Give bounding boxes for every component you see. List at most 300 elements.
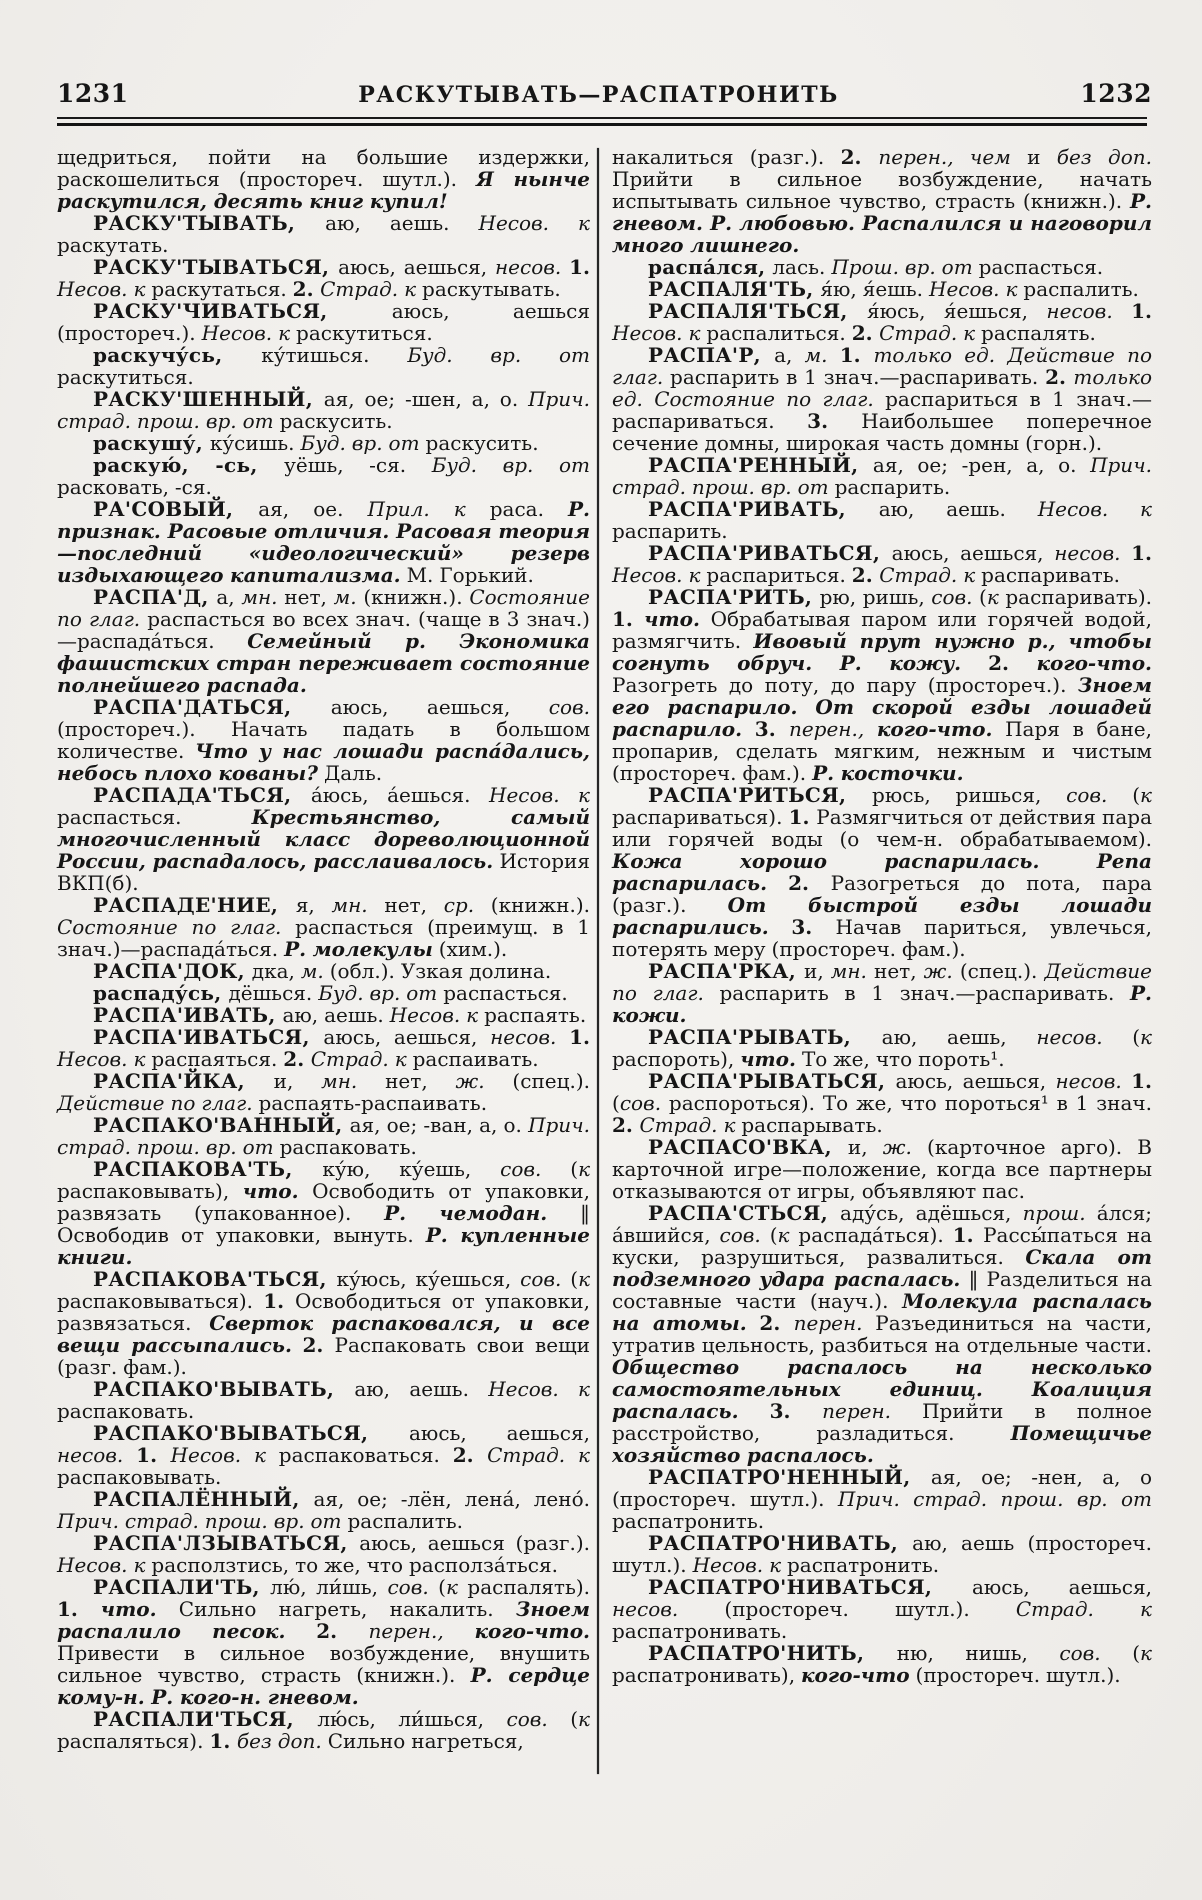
grammar-label: Несов. к bbox=[389, 1003, 485, 1027]
example-text: Я нынче раскутился, десять книг купил! bbox=[57, 167, 591, 213]
headword: РАСПА'РЕННЫЙ, bbox=[648, 453, 873, 477]
entry-text: распалять. bbox=[981, 321, 1096, 345]
example-text: Р. купленные книги. bbox=[57, 1223, 590, 1269]
entry-text: аю, аешь. bbox=[354, 1377, 489, 1401]
entry-text: аюсь, аешься, bbox=[330, 695, 549, 719]
entry-text: лась. bbox=[772, 255, 832, 279]
headword: РАСПАДЕ'НИЕ, bbox=[93, 893, 296, 917]
headword: РАСПА'Р, bbox=[648, 343, 775, 367]
entry-text: дёшься. bbox=[228, 981, 319, 1005]
grammar-label: несов. bbox=[1046, 299, 1132, 323]
grammar-label: несов. bbox=[1055, 1069, 1132, 1093]
entry-text: (простореч. шутл.). bbox=[909, 1663, 1121, 1687]
entry-text: аюсь, аешься, bbox=[971, 1575, 1152, 1599]
entry-text bbox=[739, 1399, 770, 1423]
dictionary-entry bbox=[57, 1576, 590, 1708]
grammar-label: сов. bbox=[1059, 1641, 1101, 1665]
sense-number: 3. bbox=[791, 915, 836, 939]
dictionary-entry bbox=[612, 960, 1152, 1026]
entry-text: распаять-распаивать. bbox=[252, 1091, 488, 1115]
grammar-label: Страд. к bbox=[639, 1113, 742, 1137]
dictionary-entry bbox=[612, 784, 1152, 960]
grammar-label: Прич. страд. прош. вр. от bbox=[837, 1487, 1152, 1511]
headword: РАСПАДА'ТЬСЯ, bbox=[93, 783, 311, 807]
entry-text: распороть), bbox=[612, 1047, 741, 1071]
entry-continuation bbox=[57, 146, 590, 212]
grammar-label: несов. bbox=[495, 255, 570, 279]
entry-text: нет, bbox=[367, 893, 444, 917]
sense-number: 2. bbox=[302, 1333, 335, 1357]
entry-text: рю, ришь, bbox=[819, 585, 932, 609]
grammar-label: сов. bbox=[619, 1091, 662, 1115]
example-text: Зноем распалило песок. bbox=[57, 1597, 590, 1643]
dictionary-entry bbox=[57, 784, 590, 894]
entry-text: аю, аешь (простореч. шутл.). bbox=[612, 1531, 1152, 1577]
headword: раскучу́сь, bbox=[93, 343, 262, 367]
grammar-label: перен., bbox=[368, 1619, 475, 1643]
entry-text: Размягчиться от действия пара или горячей воды (о чем-н. обрабатываемом). bbox=[612, 805, 1152, 851]
example-text: кого-что. bbox=[1036, 651, 1152, 675]
entry-text: Освободиться от упаковки, развязаться. bbox=[57, 1289, 590, 1335]
dictionary-entry bbox=[612, 1576, 1152, 1642]
grammar-label: Страд. к bbox=[879, 321, 982, 345]
entry-text: распаяться. bbox=[151, 1047, 284, 1071]
grammar-label: к bbox=[986, 585, 999, 609]
example-text: Р. косточки. bbox=[812, 761, 964, 785]
grammar-label: Несов. к bbox=[201, 321, 297, 345]
entry-text: нет, bbox=[357, 1069, 456, 1093]
grammar-label: мн. bbox=[321, 1069, 358, 1093]
entry-text: дка, bbox=[251, 959, 301, 983]
dictionary-entry bbox=[612, 454, 1152, 498]
dictionary-entry bbox=[612, 1532, 1152, 1576]
dictionary-entry bbox=[612, 1136, 1152, 1202]
grammar-label: Прич. страд. прош. вр. от bbox=[57, 1509, 348, 1533]
grammar-label: сов. bbox=[520, 1267, 562, 1291]
entry-text: ( bbox=[1107, 783, 1141, 807]
entry-text: нет, bbox=[866, 959, 924, 983]
grammar-label: только ед. Действие по глаг. bbox=[612, 343, 1152, 389]
grammar-label: Прил. к bbox=[367, 497, 490, 521]
dictionary-entry bbox=[612, 278, 1152, 300]
entry-text: распарить в 1 знач.—распаривать. bbox=[703, 981, 1130, 1005]
grammar-label: несов. bbox=[1036, 1025, 1103, 1049]
entry-text: Сильно нагреться, bbox=[321, 1729, 524, 1753]
grammar-label: Страд. к bbox=[879, 563, 982, 587]
dictionary-entry bbox=[57, 1488, 590, 1532]
entry-text: раскусить. bbox=[425, 431, 539, 455]
headword: РАСПА'РИТЬСЯ, bbox=[648, 783, 873, 807]
example-text: Семейный р. Экономика фашистских стран переживает состояние полнейшего распада. bbox=[57, 629, 590, 697]
entry-text: распасться. bbox=[443, 981, 568, 1005]
headword: РАСПА'СТЬСЯ, bbox=[648, 1201, 841, 1225]
running-title: РАСКУТЫВАТЬ—РАСПАТРОНИТЬ bbox=[358, 82, 839, 108]
entry-text: ( bbox=[760, 1223, 778, 1247]
entry-text: (обл.). Узкая долина. bbox=[323, 959, 552, 983]
example-text: Р. кожи. bbox=[612, 981, 1152, 1027]
example-text: Р. молекулы bbox=[284, 937, 433, 961]
entry-text: ку́тишься. bbox=[261, 343, 408, 367]
entry-text: (простореч. шутл.). bbox=[678, 1597, 1016, 1621]
headword: РА'СОВЫЙ, bbox=[93, 497, 259, 521]
dictionary-entry bbox=[57, 960, 590, 982]
running-header bbox=[57, 74, 1152, 106]
entry-text: М. Горький. bbox=[400, 563, 534, 587]
entry-text: распарить в 1 знач.—распаривать. bbox=[663, 365, 1046, 389]
headword: РАСПАКО'ВЫВАТЬСЯ, bbox=[93, 1421, 409, 1445]
headword: РАСПА'ЛЗЫВАТЬСЯ, bbox=[93, 1531, 360, 1555]
entry-text: (простореч.). Начать падать в большом количестве. bbox=[57, 717, 590, 763]
entry-text: распасться (преимущ. в 1 знач.)—распада́ться. bbox=[57, 915, 590, 961]
text-columns bbox=[57, 146, 1152, 1752]
entry-text: распариться. bbox=[706, 563, 852, 587]
entry-text: распасться. bbox=[57, 805, 252, 829]
entry-text bbox=[742, 717, 755, 741]
entry-text: ню, нишь, bbox=[896, 1641, 1060, 1665]
headword: РАСПАЛИ'ТЬСЯ, bbox=[93, 1707, 318, 1731]
grammar-label: Несов. к bbox=[488, 1377, 590, 1401]
entry-text: (спец.). bbox=[952, 959, 1045, 983]
entry-text: Привести в сильное возбуждение, внушить сильное чувство, страсть (книжн.). bbox=[57, 1641, 590, 1687]
example-text: кого-что bbox=[801, 1663, 910, 1687]
headword: РАСКУ'ЧИВАТЬСЯ, bbox=[93, 299, 392, 323]
sense-number: 1. bbox=[209, 1729, 237, 1753]
entry-text: ( bbox=[561, 1267, 579, 1291]
entry-text: распалить. bbox=[347, 1509, 464, 1533]
entry-text: Начав париться, увлечься, потерять меру (простореч. фам.). bbox=[612, 915, 1152, 961]
entry-text: распаковывать), bbox=[57, 1179, 243, 1203]
entry-text: ( bbox=[612, 1091, 620, 1115]
grammar-label: перен. bbox=[822, 1399, 892, 1423]
entry-text: ( bbox=[428, 1575, 446, 1599]
example-text: кого-что. bbox=[474, 1619, 590, 1643]
grammar-label: Страд. к bbox=[487, 1443, 590, 1467]
dictionary-entry bbox=[57, 1070, 590, 1114]
grammar-label: Буд. вр. от bbox=[318, 981, 444, 1005]
entry-text: распаковать. bbox=[279, 1135, 417, 1159]
sense-number: 3. bbox=[754, 717, 789, 741]
grammar-label: к bbox=[1140, 783, 1152, 807]
grammar-label: м. bbox=[333, 585, 357, 609]
grammar-label: Несов. к bbox=[57, 1047, 152, 1071]
grammar-label: Несов. к bbox=[57, 277, 152, 301]
entry-text: распариться в 1 знач.—распариваться. bbox=[612, 387, 1152, 433]
page-number-right: 1232 bbox=[1080, 79, 1152, 108]
grammar-label: несов. bbox=[57, 1443, 137, 1467]
grammar-label: Несов. к bbox=[489, 783, 590, 807]
example-text: Сверток распаковался, и все вещи рассыпались. bbox=[57, 1311, 590, 1357]
headword: РАСКУ'ШЕННЫЙ, bbox=[93, 387, 324, 411]
entry-text: а́лся; а́вшийся, bbox=[612, 1201, 1152, 1247]
entry-text: распатронить. bbox=[612, 1509, 765, 1533]
entry-text: ‖ Разделиться на составные части (науч.). bbox=[612, 1267, 1153, 1313]
entry-text: аю, аешь. bbox=[878, 497, 1038, 521]
entry-text: аюсь, аешься, bbox=[895, 1069, 1056, 1093]
entry-text: и, bbox=[273, 1069, 322, 1093]
example-text: Р. признак. Расовые отличия. Расовая теория—последний «идеологический» резерв издыхающего капитализма. bbox=[57, 497, 591, 587]
entry-text: раскутиться. bbox=[296, 321, 433, 345]
entry-text: Прийти в полное расстройство, разладиться. bbox=[612, 1399, 1152, 1445]
grammar-label: сов. bbox=[387, 1575, 429, 1599]
dictionary-entry bbox=[57, 586, 590, 696]
entry-text: я, bbox=[295, 893, 332, 917]
entry-text: ( bbox=[541, 1157, 579, 1181]
entry-text: распаковаться. bbox=[278, 1443, 453, 1467]
grammar-label: Буд. вр. от bbox=[300, 431, 426, 455]
sense-number: 1. bbox=[1131, 299, 1152, 323]
grammar-label: Несов. к bbox=[929, 277, 1024, 301]
entry-text bbox=[828, 343, 840, 367]
grammar-label: несов. bbox=[612, 1597, 679, 1621]
example-text: что. bbox=[242, 1179, 299, 1203]
example-text: Что у нас лошади распа́дались, небось плохо кованы? bbox=[57, 739, 590, 785]
entry-text: ку́юсь, ку́ешься, bbox=[336, 1267, 521, 1291]
example-text: Р. сердце кому-н. Р. кого-н. гневом. bbox=[57, 1663, 590, 1709]
entry-text: раскусить. bbox=[279, 409, 393, 433]
entry-text: распаковать. bbox=[57, 1399, 195, 1423]
entry-text: уёшь, -ся. bbox=[284, 453, 432, 477]
headword: РАСПАТРО'НИТЬ, bbox=[648, 1641, 897, 1665]
grammar-label: Прош. вр. от bbox=[831, 255, 979, 279]
entry-text: ая, ое; -лён, лена́, лено́. bbox=[313, 1487, 590, 1511]
grammar-label: ж. bbox=[923, 959, 953, 983]
grammar-label: к bbox=[1140, 1641, 1152, 1665]
sense-number: 1. bbox=[1131, 1069, 1152, 1093]
headword: РАСПАТРО'НИВАТЬ, bbox=[648, 1531, 913, 1555]
grammar-label: прош. bbox=[1022, 1201, 1086, 1225]
sense-number: 1. bbox=[839, 343, 874, 367]
example-text: Общество распалось на несколько самостоятельных единиц. Коалиция распалась. bbox=[612, 1355, 1152, 1423]
entry-text: ку́сишь. bbox=[209, 431, 301, 455]
example-text: что. bbox=[644, 607, 700, 631]
grammar-label: несов. bbox=[1054, 541, 1132, 565]
example-text: Ивовый прут нужно р., чтобы согнуть обруч. Р. кожу. bbox=[612, 629, 1153, 675]
dictionary-entry bbox=[612, 542, 1152, 586]
entry-text: (книжн.). bbox=[474, 893, 590, 917]
example-text: Кожа хорошо распарилась. Репа распарилась. bbox=[612, 849, 1152, 895]
example-text: Скала от подземного удара распалась. bbox=[612, 1245, 1152, 1291]
grammar-label: к bbox=[578, 1267, 591, 1291]
entry-text: я́ю, я́ешь. bbox=[820, 277, 929, 301]
dictionary-entry bbox=[57, 1114, 590, 1158]
dictionary-entry bbox=[612, 1642, 1152, 1686]
entry-text: аюсь, аешься, bbox=[891, 541, 1055, 565]
entry-text: распариваться). bbox=[612, 805, 789, 829]
grammar-label: только ед. Состояние по глаг. bbox=[612, 365, 1152, 411]
sense-number: 1. bbox=[263, 1289, 295, 1313]
example-text: От быстрой езды лошади распарились. bbox=[612, 893, 1152, 939]
dictionary-entry bbox=[57, 388, 590, 432]
grammar-label: Несов. к bbox=[692, 1553, 787, 1577]
entry-text: Наибольшее поперечное сечение домны, широкая часть домны (горн.). bbox=[612, 409, 1152, 455]
grammar-label: Прич. страд. прош. вр. от bbox=[57, 1113, 590, 1159]
entry-text: лю́, ли́шь, bbox=[270, 1575, 388, 1599]
example-text: Зноем его распарило. От скорой езды лошадей распарило. bbox=[612, 673, 1152, 741]
entry-text: ( bbox=[1102, 1025, 1141, 1049]
sense-number: 2. bbox=[851, 563, 880, 587]
entry-text: нет, bbox=[277, 585, 334, 609]
grammar-label: мн. bbox=[241, 585, 278, 609]
entry-text bbox=[292, 1333, 303, 1357]
dictionary-entry bbox=[57, 1026, 590, 1070]
entry-text bbox=[769, 915, 792, 939]
dictionary-entry bbox=[612, 344, 1152, 454]
entry-text: я́юсь, я́ешься, bbox=[867, 299, 1047, 323]
grammar-label: Страд. к bbox=[1015, 1597, 1152, 1621]
entry-text: распалить. bbox=[1023, 277, 1139, 301]
entry-text: раса. bbox=[489, 497, 568, 521]
entry-text: распасться во всех знач. (чаще в 3 знач.)—распада́ться. bbox=[57, 607, 590, 653]
grammar-label: ср. bbox=[443, 893, 475, 917]
grammar-label: сов. bbox=[719, 1223, 761, 1247]
entry-text: раскутиться. bbox=[57, 365, 194, 389]
entry-text: ( bbox=[972, 585, 987, 609]
headword: РАСПАТРО'НИВАТЬСЯ, bbox=[648, 1575, 972, 1599]
headword: раскую́, -сь, bbox=[93, 453, 285, 477]
entry-text: аюсь, аешься (разг.). bbox=[359, 1531, 590, 1555]
entry-text: аю, аешь. bbox=[282, 1003, 390, 1027]
entry-text: щедриться, пойти на большие издержки, раскошелиться (простореч. шутл.). bbox=[57, 145, 590, 191]
grammar-label: сов. bbox=[548, 695, 590, 719]
sense-number: 1. bbox=[1131, 541, 1152, 565]
header-rule bbox=[57, 117, 1147, 126]
headword: РАСПАКО'ВАННЫЙ, bbox=[93, 1113, 350, 1137]
headword: РАСПА'РЫВАТЬ, bbox=[648, 1025, 882, 1049]
grammar-label: мн. bbox=[331, 893, 368, 917]
entry-text bbox=[285, 1619, 316, 1643]
headword: РАСПА'Д, bbox=[93, 585, 217, 609]
grammar-label: Страд. к bbox=[310, 1047, 413, 1071]
entry-text: ( bbox=[1100, 1641, 1141, 1665]
entry-text: Разогреться до пота, пара (разг.). bbox=[612, 871, 1152, 917]
dictionary-entry bbox=[57, 1268, 590, 1378]
entry-text: распаляться). bbox=[57, 1729, 210, 1753]
example-text: что. bbox=[740, 1047, 796, 1071]
headword: распаду́сь, bbox=[93, 981, 229, 1005]
sense-number: 2. bbox=[1045, 365, 1074, 389]
example-text: Помещичье хозяйство распалось. bbox=[612, 1421, 1152, 1467]
entry-text: расковать, -ся. bbox=[57, 475, 212, 499]
sense-number: 1. bbox=[136, 1443, 171, 1467]
dictionary-entry bbox=[57, 1158, 590, 1268]
headword: РАСПА'ДАТЬСЯ, bbox=[93, 695, 331, 719]
example-text: Молекула распалась на атомы. bbox=[612, 1289, 1152, 1335]
grammar-label: Несов. к bbox=[57, 1553, 152, 1577]
headword: РАСПА'ДОК, bbox=[93, 959, 252, 983]
grammar-label: Несов. к bbox=[612, 321, 707, 345]
sense-number: 1. bbox=[952, 1223, 984, 1247]
entry-text: (спец.). bbox=[484, 1069, 590, 1093]
example-text: кого-что. bbox=[876, 717, 993, 741]
sense-number: 3. bbox=[807, 409, 862, 433]
entry-text: распатронивать), bbox=[612, 1663, 802, 1687]
entry-continuation bbox=[612, 146, 1152, 256]
sense-number: 2. bbox=[452, 1443, 488, 1467]
entry-text bbox=[767, 871, 788, 895]
entry-text: ая, ое. bbox=[258, 497, 368, 521]
entry-text: а́юсь, а́ешься. bbox=[310, 783, 490, 807]
dictionary-entry bbox=[57, 300, 590, 344]
entry-text: распаковывать. bbox=[57, 1465, 222, 1489]
sense-number: 2. bbox=[851, 321, 880, 345]
entry-text: Обрабатывая паром или горячей водой, размягчить. bbox=[612, 607, 1152, 653]
dictionary-entry bbox=[57, 982, 590, 1004]
page-number-left: 1231 bbox=[57, 79, 129, 108]
headword: распа́лся, bbox=[648, 255, 773, 279]
headword: РАСПАКОВА'ТЬ, bbox=[93, 1157, 323, 1181]
headword: РАСПАТРО'НЕННЫЙ, bbox=[648, 1465, 931, 1489]
sense-number: 2. bbox=[759, 1311, 794, 1335]
grammar-label: Несов. к bbox=[170, 1443, 279, 1467]
sense-number: 2. bbox=[283, 1047, 311, 1071]
sense-number: 1. bbox=[569, 255, 590, 279]
grammar-label: к bbox=[578, 1157, 591, 1181]
entry-text: (хим.). bbox=[432, 937, 508, 961]
dictionary-entry bbox=[57, 1532, 590, 1576]
entry-text: ая, ое; -нен, а, о (простореч. шутл.). bbox=[612, 1465, 1152, 1511]
entry-text: распада́ться). bbox=[789, 1223, 953, 1247]
entry-text: аюсь, аешься (простореч.). bbox=[57, 299, 590, 345]
entry-text: расползтись, то же, что располза́ться. bbox=[151, 1553, 558, 1577]
dictionary-entry bbox=[57, 1004, 590, 1026]
entry-text: распатронить. bbox=[787, 1553, 940, 1577]
dictionary-entry bbox=[612, 1202, 1152, 1466]
grammar-label: без доп. bbox=[236, 1729, 322, 1753]
sense-number: 2. bbox=[292, 277, 321, 301]
entry-text: ку́ю, ку́ешь, bbox=[322, 1157, 501, 1181]
dictionary-entry bbox=[612, 300, 1152, 344]
grammar-label: к bbox=[445, 1575, 458, 1599]
sense-number: 1. bbox=[569, 1025, 590, 1049]
entry-text: Даль. bbox=[318, 761, 383, 785]
headword: РАСПАЛЯ'ТЬСЯ, bbox=[648, 299, 867, 323]
grammar-label: Действие по глаг. bbox=[612, 959, 1152, 1005]
example-text: Р. гневом. Р. любовью. Распалился и наговорил много лишнего. bbox=[612, 189, 1152, 257]
grammar-label: сов. bbox=[500, 1157, 542, 1181]
entry-text: аюсь, аешься, bbox=[338, 255, 495, 279]
entry-text: ( bbox=[547, 1707, 579, 1731]
entry-text: Освободить от упаковки, развязать (упакованное). bbox=[57, 1179, 590, 1225]
grammar-label: Действие по глаг. bbox=[57, 1091, 253, 1115]
dictionary-entry bbox=[612, 498, 1152, 542]
headword: РАСПА'ИВАТЬ, bbox=[93, 1003, 283, 1027]
grammar-label: Прич. страд. прош. вр. от bbox=[57, 387, 590, 433]
entry-text: распаять. bbox=[484, 1003, 587, 1027]
sense-number: 1. bbox=[57, 1597, 101, 1621]
grammar-label: м. bbox=[804, 343, 828, 367]
grammar-label: Страд. к bbox=[320, 277, 423, 301]
entry-text: распаривать). bbox=[998, 585, 1152, 609]
dictionary-entry bbox=[612, 586, 1152, 784]
grammar-label: сов. bbox=[1066, 783, 1108, 807]
grammar-label: без доп. bbox=[1056, 145, 1152, 169]
headword: РАСПА'ЙКА, bbox=[93, 1069, 274, 1093]
dictionary-entry bbox=[57, 894, 590, 960]
grammar-label: Прич. страд. прош. вр. от bbox=[612, 453, 1152, 499]
left-column bbox=[57, 146, 590, 1752]
headword: РАСПА'РИТЬ, bbox=[648, 585, 820, 609]
dictionary-entry bbox=[612, 1026, 1152, 1070]
entry-text: распалиться. bbox=[706, 321, 852, 345]
entry-text: и bbox=[1010, 145, 1057, 169]
dictionary-entry bbox=[57, 256, 590, 300]
grammar-label: Несов. к bbox=[478, 211, 591, 235]
entry-text: раскутаться. bbox=[151, 277, 293, 301]
entry-text: Рассы́паться на куски, разрушиться, развалиться. bbox=[612, 1223, 1152, 1269]
grammar-label: ж. bbox=[455, 1069, 485, 1093]
headword: РАСПА'РИВАТЬ, bbox=[648, 497, 879, 521]
dictionary-entry bbox=[612, 256, 1152, 278]
